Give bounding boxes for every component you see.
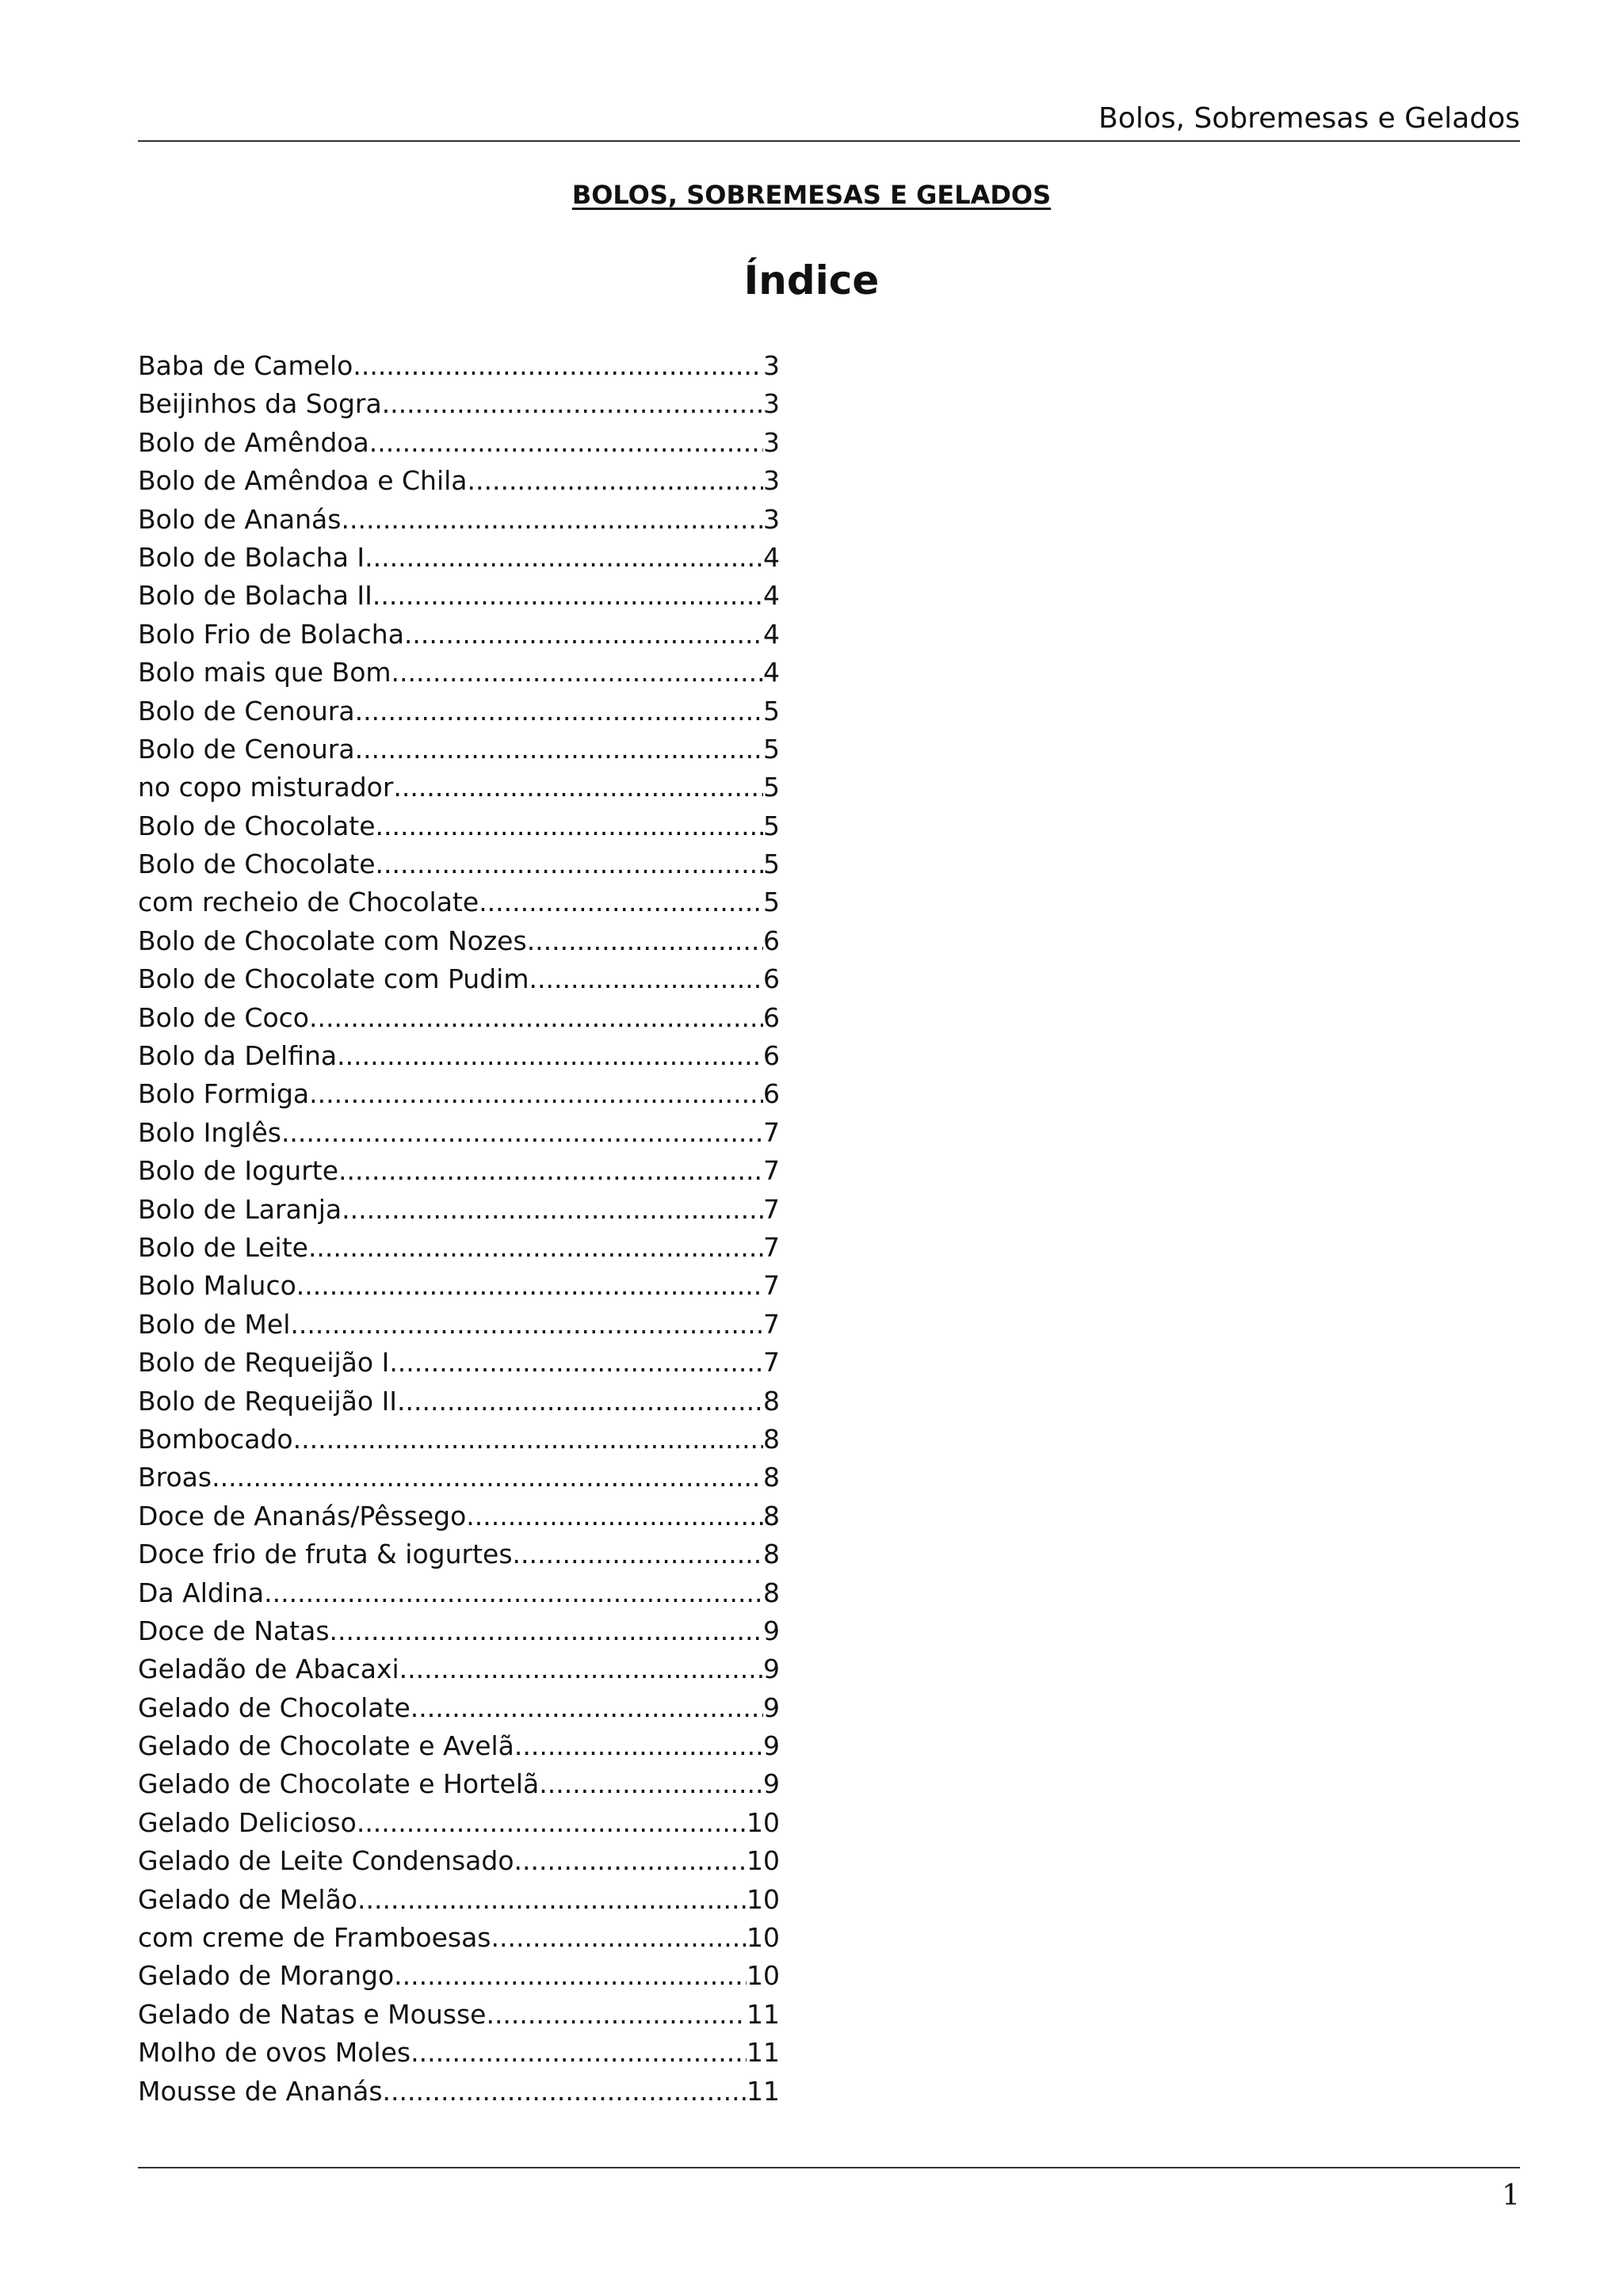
toc-entry-label: Bolo Inglês bbox=[138, 1116, 281, 1148]
toc-entry-page: 11 bbox=[747, 2037, 780, 2069]
toc-entry-label: Bolo de Laranja bbox=[138, 1193, 342, 1225]
toc-entry-label: Bolo de Chocolate bbox=[138, 849, 376, 880]
toc-entry-label: Bolo de Amêndoa bbox=[138, 426, 369, 458]
toc-entry-label: Bolo de Bolacha II bbox=[138, 580, 372, 612]
toc-entry[interactable] bbox=[138, 1229, 780, 1267]
toc-entry[interactable] bbox=[138, 1037, 780, 1075]
toc-dot-leader bbox=[264, 1574, 763, 1612]
toc-entry[interactable] bbox=[138, 1191, 780, 1229]
toc-entry-label: Gelado de Chocolate e Hortelã bbox=[138, 1768, 540, 1800]
toc-dot-leader bbox=[486, 1996, 747, 2034]
toc-entry-page: 9 bbox=[763, 1730, 780, 1762]
toc-entry-label: Bolo de Requeijão I bbox=[138, 1347, 390, 1379]
toc-entry-page: 5 bbox=[763, 695, 780, 727]
toc-entry-page: 6 bbox=[763, 1040, 780, 1072]
toc-entry-page: 7 bbox=[763, 1347, 780, 1379]
toc-dot-leader bbox=[293, 1421, 763, 1459]
toc-entry-page: 7 bbox=[763, 1193, 780, 1225]
toc-entry[interactable] bbox=[138, 1497, 780, 1535]
toc-dot-leader bbox=[290, 1306, 763, 1344]
toc-entry-label: Bolo de Leite bbox=[138, 1231, 308, 1263]
toc-entry-page: 8 bbox=[763, 1462, 780, 1493]
toc-dot-leader bbox=[529, 960, 764, 998]
toc-entry[interactable] bbox=[138, 2034, 780, 2072]
toc-entry-label: Gelado de Natas e Mousse bbox=[138, 1998, 487, 2030]
page-number: 1 bbox=[1502, 2180, 1520, 2212]
toc-entry[interactable] bbox=[138, 1996, 780, 2034]
toc-dot-leader bbox=[357, 1804, 747, 1842]
toc-dot-leader bbox=[309, 1075, 763, 1113]
toc-entry[interactable] bbox=[138, 501, 780, 539]
toc-dot-leader bbox=[365, 539, 763, 577]
toc-entry-page: 5 bbox=[763, 810, 780, 841]
toc-entry-page: 4 bbox=[763, 580, 780, 612]
toc-entry-page: 8 bbox=[763, 1500, 780, 1531]
toc-dot-leader bbox=[411, 1689, 763, 1727]
toc-dot-leader bbox=[479, 883, 763, 921]
toc-dot-leader bbox=[399, 1650, 763, 1688]
toc-entry[interactable] bbox=[138, 1383, 780, 1421]
toc-entry-page: 9 bbox=[763, 1653, 780, 1685]
toc-entry-label: Bolo de Chocolate com Pudim bbox=[138, 963, 529, 995]
toc-entry-page: 4 bbox=[763, 618, 780, 650]
toc-entry-label: no copo misturador bbox=[138, 772, 394, 803]
toc-entry-page: 6 bbox=[763, 1078, 780, 1110]
index-heading: Índice bbox=[743, 257, 880, 303]
toc-entry-label: Doce de Ananás/Pêssego bbox=[138, 1500, 467, 1531]
toc-entry-page: 7 bbox=[763, 1155, 780, 1187]
toc-dot-leader bbox=[514, 1727, 763, 1765]
toc-entry-page: 5 bbox=[763, 887, 780, 918]
toc-entry[interactable] bbox=[138, 692, 780, 730]
toc-entry-page: 8 bbox=[763, 1539, 780, 1570]
toc-entry-label: Mousse de Ananás bbox=[138, 2075, 383, 2107]
toc-dot-leader bbox=[383, 2073, 747, 2111]
toc-entry[interactable] bbox=[138, 385, 780, 423]
toc-dot-leader bbox=[369, 424, 763, 462]
toc-entry-label: Beijinhos da Sogra bbox=[138, 388, 382, 420]
toc-dot-leader bbox=[353, 347, 763, 385]
toc-entry[interactable] bbox=[138, 960, 780, 998]
toc-entry[interactable] bbox=[138, 1689, 780, 1727]
toc-entry-page: 10 bbox=[747, 1845, 780, 1877]
toc-entry-page: 3 bbox=[763, 465, 780, 497]
toc-entry-page: 6 bbox=[763, 1001, 780, 1033]
toc-entry-page: 7 bbox=[763, 1116, 780, 1148]
toc-entry-page: 10 bbox=[747, 1806, 780, 1838]
toc-entry-label: Gelado de Morango bbox=[138, 1960, 395, 1992]
toc-entry[interactable] bbox=[138, 347, 780, 385]
toc-entry[interactable] bbox=[138, 1804, 780, 1842]
toc-dot-leader bbox=[330, 1612, 763, 1650]
toc-entry-page: 3 bbox=[763, 426, 780, 458]
toc-dot-leader bbox=[491, 1919, 747, 1957]
toc-entry-page: 6 bbox=[763, 963, 780, 995]
toc-entry[interactable] bbox=[138, 1306, 780, 1344]
toc-entry[interactable] bbox=[138, 1727, 780, 1765]
toc-entry[interactable] bbox=[138, 1765, 780, 1803]
toc-entry[interactable] bbox=[138, 999, 780, 1037]
toc-entry-label: Gelado de Melão bbox=[138, 1883, 357, 1915]
toc-entry-page: 4 bbox=[763, 541, 780, 573]
toc-dot-leader bbox=[342, 1191, 763, 1229]
footer-divider bbox=[138, 2167, 1520, 2168]
toc-entry-page: 7 bbox=[763, 1270, 780, 1302]
toc-entry-page: 5 bbox=[763, 772, 780, 803]
document-title: BOLOS, SOBREMESAS E GELADOS bbox=[571, 180, 1052, 210]
toc-entry-label: Bolo de Iogurte bbox=[138, 1155, 339, 1187]
toc-entry[interactable] bbox=[138, 922, 780, 960]
toc-dot-leader bbox=[468, 462, 763, 500]
toc-dot-leader bbox=[539, 1765, 763, 1803]
toc-entry-page: 3 bbox=[763, 388, 780, 420]
toc-entry[interactable] bbox=[138, 1459, 780, 1497]
toc-entry-label: Gelado de Chocolate bbox=[138, 1691, 411, 1723]
toc-entry-page: 9 bbox=[763, 1691, 780, 1723]
toc-dot-leader bbox=[357, 1881, 747, 1919]
toc-dot-leader bbox=[397, 1383, 763, 1421]
toc-entry[interactable] bbox=[138, 1842, 780, 1880]
toc-dot-leader bbox=[341, 501, 763, 539]
toc-dot-leader bbox=[389, 1344, 763, 1382]
toc-dot-leader bbox=[376, 845, 763, 883]
toc-entry-page: 8 bbox=[763, 1423, 780, 1455]
toc-entry-page: 7 bbox=[763, 1308, 780, 1340]
toc-entry[interactable] bbox=[138, 1075, 780, 1113]
toc-entry-page: 11 bbox=[747, 1998, 780, 2030]
toc-entry-label: Da Aldina bbox=[138, 1577, 265, 1608]
running-header: Bolos, Sobremesas e Gelados bbox=[1098, 102, 1520, 135]
toc-entry[interactable] bbox=[138, 769, 780, 807]
toc-entry[interactable] bbox=[138, 845, 780, 883]
toc-dot-leader bbox=[296, 1267, 763, 1305]
toc-entry[interactable] bbox=[138, 577, 780, 615]
toc-entry-label: Geladão de Abacaxi bbox=[138, 1653, 399, 1685]
toc-dot-leader bbox=[372, 577, 763, 615]
toc-entry[interactable] bbox=[138, 539, 780, 577]
toc-entry-label: Molho de ovos Moles bbox=[138, 2037, 411, 2069]
toc-dot-leader bbox=[404, 616, 763, 654]
toc-dot-leader bbox=[391, 654, 763, 692]
toc-entry[interactable] bbox=[138, 1421, 780, 1459]
toc-entry-page: 9 bbox=[763, 1615, 780, 1646]
toc-entry-label: Bolo de Amêndoa e Chila bbox=[138, 465, 468, 497]
toc-entry-page: 3 bbox=[763, 503, 780, 535]
toc-entry-label: Bolo de Ananás bbox=[138, 503, 342, 535]
toc-entry-page: 3 bbox=[763, 350, 780, 381]
toc-entry[interactable] bbox=[138, 1574, 780, 1612]
toc-entry[interactable] bbox=[138, 654, 780, 692]
header-divider bbox=[138, 140, 1520, 142]
toc-entry-page: 4 bbox=[763, 657, 780, 688]
toc-entry-page: 10 bbox=[747, 1883, 780, 1915]
toc-entry-page: 9 bbox=[763, 1768, 780, 1800]
toc-entry-label: Bombocado bbox=[138, 1423, 293, 1455]
toc-entry-label: com recheio de Chocolate bbox=[138, 887, 479, 918]
toc-entry[interactable] bbox=[138, 1344, 780, 1382]
toc-entry-page: 5 bbox=[763, 849, 780, 880]
toc-entry-label: Gelado de Chocolate e Avelã bbox=[138, 1730, 514, 1762]
toc-entry-label: Broas bbox=[138, 1462, 212, 1493]
toc-dot-leader bbox=[394, 1957, 747, 1995]
toc-dot-leader bbox=[393, 769, 763, 807]
toc-dot-leader bbox=[355, 730, 763, 769]
toc-dot-leader bbox=[382, 385, 763, 423]
toc-entry-label: Bolo mais que Bom bbox=[138, 657, 391, 688]
toc-entry[interactable] bbox=[138, 424, 780, 462]
toc-entry-page: 8 bbox=[763, 1385, 780, 1417]
toc-entry-page: 6 bbox=[763, 925, 780, 956]
toc-dot-leader bbox=[309, 999, 763, 1037]
toc-entry-label: Doce frio de fruta & iogurtes bbox=[138, 1539, 513, 1570]
toc-entry-page: 10 bbox=[747, 1922, 780, 1954]
toc-entry-label: Gelado de Leite Condensado bbox=[138, 1845, 514, 1877]
toc-entry[interactable] bbox=[138, 1881, 780, 1919]
toc-entry[interactable] bbox=[138, 1957, 780, 1995]
toc-entry-label: Bolo de Coco bbox=[138, 1001, 309, 1033]
toc-entry[interactable] bbox=[138, 2073, 780, 2111]
toc-entry[interactable] bbox=[138, 1535, 780, 1573]
toc-dot-leader bbox=[338, 1152, 763, 1190]
toc-entry-label: Gelado Delicioso bbox=[138, 1806, 357, 1838]
table-of-contents bbox=[138, 347, 780, 2111]
toc-entry-label: Bolo de Cenoura bbox=[138, 695, 355, 727]
toc-entry[interactable] bbox=[138, 616, 780, 654]
toc-entry-label: Bolo Formiga bbox=[138, 1078, 310, 1110]
toc-dot-leader bbox=[281, 1114, 763, 1152]
toc-entry-label: Bolo de Mel bbox=[138, 1308, 291, 1340]
toc-entry-page: 8 bbox=[763, 1577, 780, 1608]
toc-entry[interactable] bbox=[138, 730, 780, 769]
toc-entry-label: Bolo de Requeijão II bbox=[138, 1385, 398, 1417]
toc-entry[interactable] bbox=[138, 807, 780, 845]
toc-entry-label: Bolo de Bolacha I bbox=[138, 541, 365, 573]
toc-entry-page: 7 bbox=[763, 1231, 780, 1263]
toc-dot-leader bbox=[355, 692, 763, 730]
toc-dot-leader bbox=[337, 1037, 763, 1075]
toc-entry-page: 5 bbox=[763, 733, 780, 765]
toc-entry[interactable] bbox=[138, 1114, 780, 1152]
toc-dot-leader bbox=[212, 1459, 763, 1497]
toc-entry-label: Bolo Frio de Bolacha bbox=[138, 618, 404, 650]
toc-entry-label: Bolo de Cenoura bbox=[138, 733, 355, 765]
toc-dot-leader bbox=[411, 2034, 747, 2072]
toc-entry[interactable] bbox=[138, 462, 780, 500]
toc-entry-label: Baba de Camelo bbox=[138, 350, 353, 381]
toc-dot-leader bbox=[514, 1842, 747, 1880]
toc-dot-leader bbox=[466, 1497, 763, 1535]
toc-entry-label: Bolo de Chocolate bbox=[138, 810, 376, 841]
toc-entry-label: Doce de Natas bbox=[138, 1615, 330, 1646]
toc-dot-leader bbox=[376, 807, 763, 845]
toc-entry[interactable] bbox=[138, 1919, 780, 1957]
toc-entry-label: com creme de Framboesas bbox=[138, 1922, 491, 1954]
toc-dot-leader bbox=[527, 922, 763, 960]
toc-entry[interactable] bbox=[138, 1612, 780, 1650]
toc-entry-label: Bolo de Chocolate com Nozes bbox=[138, 925, 527, 956]
toc-entry[interactable] bbox=[138, 1152, 780, 1190]
toc-entry[interactable] bbox=[138, 1267, 780, 1305]
toc-entry-label: Bolo da Delfina bbox=[138, 1040, 338, 1072]
toc-entry[interactable] bbox=[138, 883, 780, 921]
toc-entry-label: Bolo Maluco bbox=[138, 1270, 296, 1302]
toc-entry-page: 10 bbox=[747, 1960, 780, 1992]
toc-entry[interactable] bbox=[138, 1650, 780, 1688]
toc-dot-leader bbox=[308, 1229, 763, 1267]
toc-entry-page: 11 bbox=[747, 2075, 780, 2107]
toc-dot-leader bbox=[513, 1535, 763, 1573]
